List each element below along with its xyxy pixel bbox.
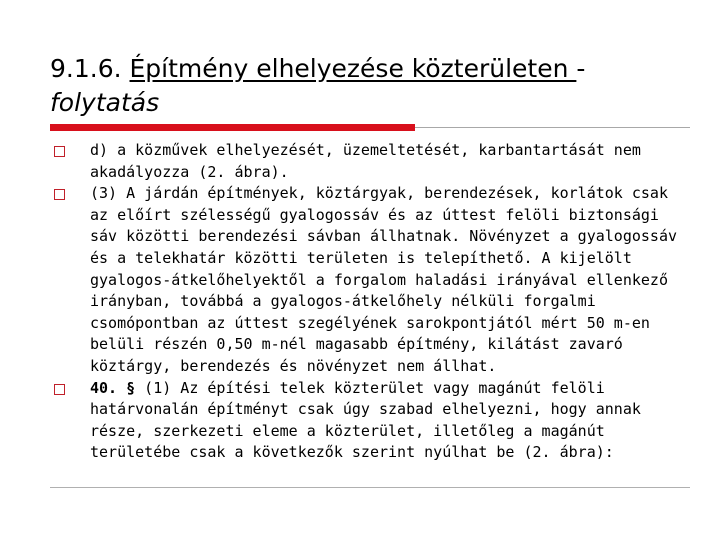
title-underlined: Építmény elhelyezése közterületen	[129, 54, 577, 83]
bullet-list	[50, 140, 690, 464]
list-item	[50, 378, 690, 464]
section-number: 40. §	[90, 378, 136, 397]
title-dash: -	[576, 54, 586, 83]
accent-bar	[50, 124, 415, 131]
bullet-text: d) a közművek elhelyezését, üzemeltetését, karbantartását nem akadályozza (2. ábra).	[90, 141, 641, 181]
hollow-square-icon	[54, 189, 65, 200]
bullet-text: (3) A járdán építmények, köztárgyak, berendezések, korlátok csak az előírt szélességű gyalogossáv és az úttest felöli biztonsági sáv közötti berendezési sávban állhatnak. Növényzet a gyalogossáv és a telekhatár közötti területen is telepíthető. A kijelölt gyalogos-átkelőhelyektől a forgalom haladási irányával ellenkező irányban, továbbá a gyalogos-átkelőhely nélküli forgalmi csomópontban az úttest szegélyének sarokpontjától mért 50 m-en belüli részén 0,50 m-nél magasabb építmény, kilátást zavaró köztárgy, berendezés és növényzet nem állhat.	[90, 184, 677, 375]
title-continuation: folytatás	[50, 88, 160, 117]
list-item	[50, 183, 690, 377]
slide-title	[50, 52, 690, 120]
list-item	[50, 140, 690, 183]
bullet-text: (1) Az építési telek közterület vagy magánút felöli határvonalán építményt csak úgy szabad elhelyezni, hogy annak része, szerkezeti eleme a közterület, illetőleg a magánút területébe csak a következők szerint nyúlhat be (2. ábra):	[90, 378, 641, 462]
title-prefix: 9.1.6.	[50, 54, 130, 83]
hollow-square-icon	[54, 146, 65, 157]
footer-rule	[50, 487, 690, 488]
hollow-square-icon	[54, 384, 65, 395]
